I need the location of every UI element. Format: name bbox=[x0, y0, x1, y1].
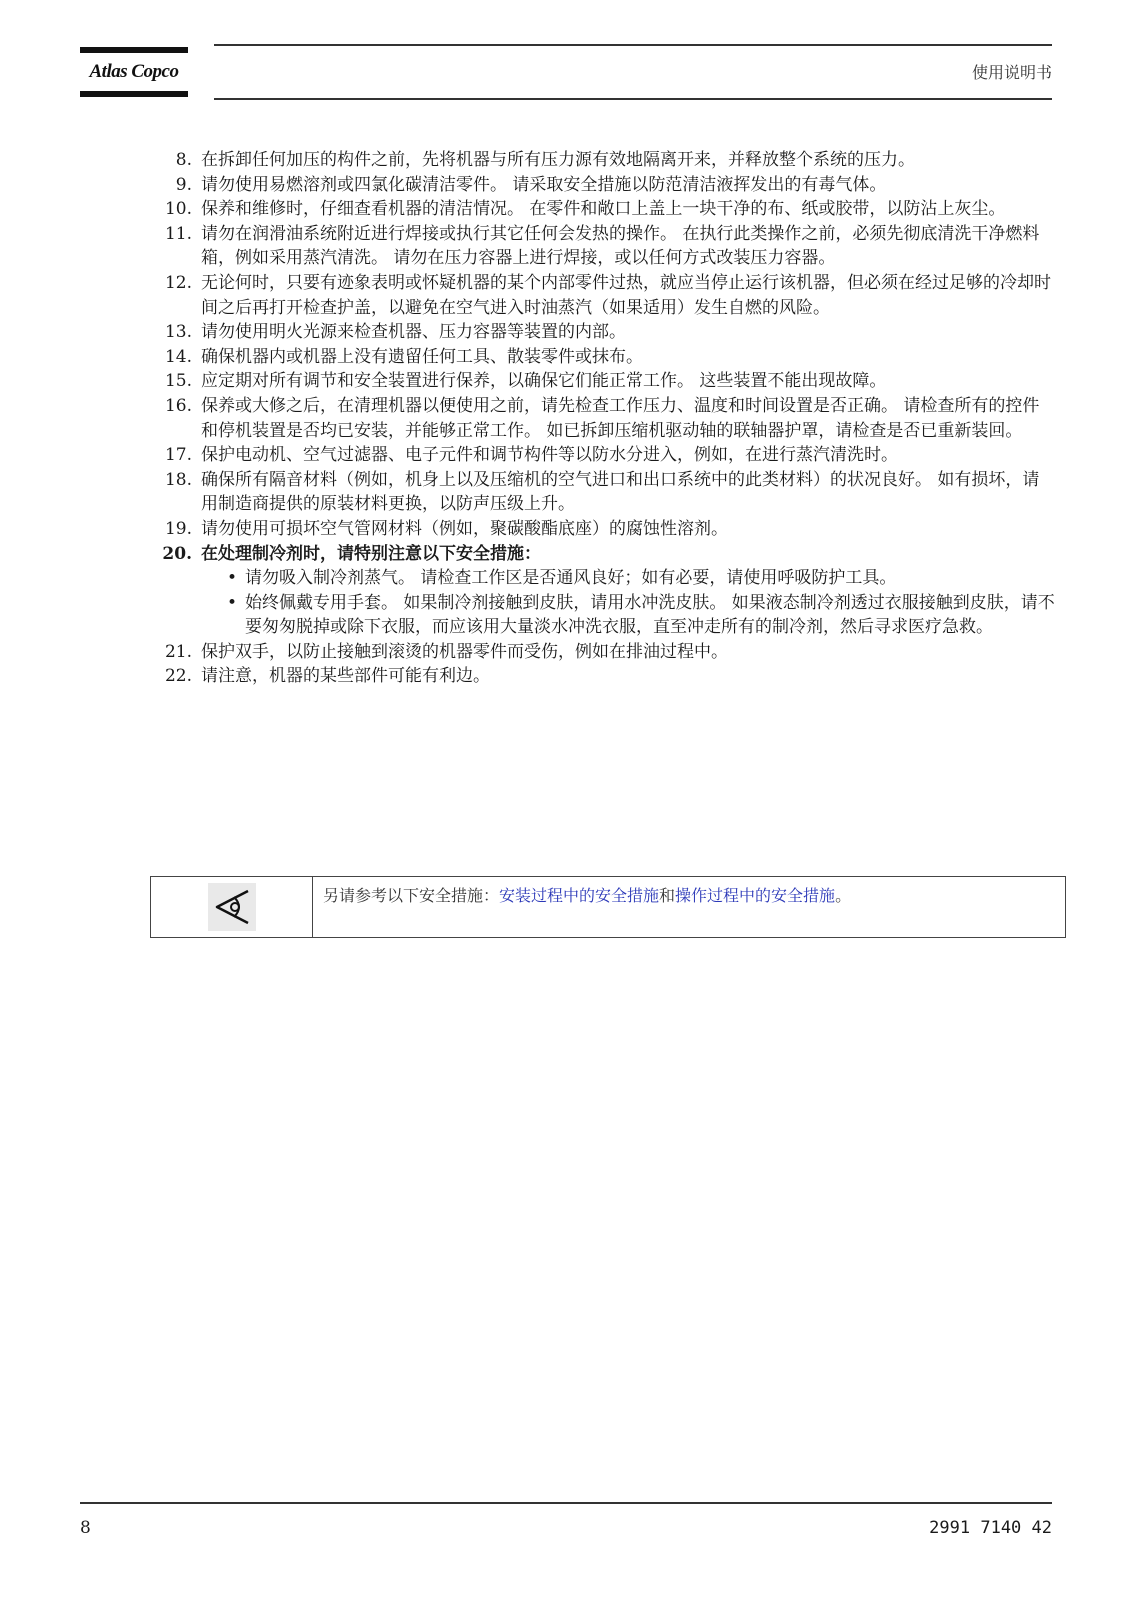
note-conjunction: 和 bbox=[659, 886, 676, 905]
item-number: 11. bbox=[164, 223, 192, 244]
refrigerant-bullets bbox=[227, 566, 1055, 640]
header-rule-bottom bbox=[214, 98, 1052, 100]
logo-text: Atlas Copco bbox=[89, 61, 179, 82]
eye-warning-icon bbox=[208, 883, 256, 931]
item-number: 8. bbox=[175, 150, 192, 170]
item-number: 15. bbox=[164, 371, 192, 392]
atlas-copco-logo bbox=[80, 47, 188, 101]
logo-bar-top bbox=[80, 47, 188, 53]
item-number: 10. bbox=[164, 199, 192, 220]
item-number: 9. bbox=[175, 174, 192, 195]
list-item bbox=[150, 369, 1055, 394]
item-number: 12. bbox=[164, 272, 192, 293]
item-number: 17. bbox=[164, 445, 192, 466]
bullet-dot: • bbox=[227, 568, 238, 589]
item-number: 19. bbox=[164, 518, 192, 539]
list-item bbox=[150, 345, 1055, 370]
bullet-item bbox=[227, 566, 1055, 591]
list-item bbox=[150, 320, 1055, 345]
bullet-item bbox=[227, 591, 1055, 640]
item-number: 13. bbox=[164, 322, 192, 343]
safety-list bbox=[150, 148, 1055, 689]
item-number: 21. bbox=[164, 641, 192, 662]
item-text: 请勿使用可损坏空气管网材料（例如，聚碳酸酯底座）的腐蚀性溶剂。 bbox=[201, 518, 728, 539]
document-number: 2991 7140 42 bbox=[929, 1518, 1052, 1538]
list-item bbox=[150, 271, 1055, 320]
logo-bar-bottom bbox=[80, 91, 188, 97]
note-suffix: 。 bbox=[835, 886, 852, 905]
list-item bbox=[150, 394, 1055, 443]
item-text: 保养和维修时，仔细查看机器的清洁情况。 在零件和敞口上盖上一块干净的布、纸或胶带，以防沾上灰尘。 bbox=[201, 199, 1006, 220]
reference-note bbox=[150, 876, 1066, 938]
operation-safety-link[interactable]: 操作过程中的安全措施 bbox=[675, 886, 836, 905]
footer-rule bbox=[80, 1502, 1052, 1504]
list-item bbox=[150, 640, 1055, 665]
item-number: 14. bbox=[164, 346, 192, 367]
item-text: 请勿在润滑油系统附近进行焊接或执行其它任何会发热的操作。 在执行此类操作之前，必须先彻底清洗干净燃料箱，例如采用蒸汽清洗。 请勿在压力容器上进行焊接，或以任何方式改装压力容器。 bbox=[201, 223, 1040, 269]
note-icon-cell bbox=[151, 877, 313, 937]
list-item bbox=[150, 197, 1055, 222]
item-text: 应定期对所有调节和安全装置进行保养，以确保它们能正常工作。 这些装置不能出现故障。 bbox=[201, 371, 887, 392]
list-item bbox=[150, 148, 1055, 173]
list-item bbox=[150, 664, 1055, 689]
list-item bbox=[150, 443, 1055, 468]
item-text: 保养或大修之后，在清理机器以便使用之前，请先检查工作压力、温度和时间设置是否正确。 请检查所有的控件和停机装置是否均已安装，并能够正常工作。 如已拆卸压缩机驱动轴的联轴器护罩，请检查是否已重新装回。 bbox=[201, 395, 1040, 441]
note-prefix: 另请参考以下安全措施： bbox=[323, 886, 500, 905]
bullet-text: 请勿吸入制冷剂蒸气。 请检查工作区是否通风良好；如有必要，请使用呼吸防护工具。 bbox=[245, 568, 897, 589]
list-item bbox=[150, 517, 1055, 542]
list-item bbox=[150, 173, 1055, 198]
list-item bbox=[150, 222, 1055, 271]
item-text: 在处理制冷剂时，请特别注意以下安全措施： bbox=[201, 543, 541, 564]
bullet-text: 始终佩戴专用手套。 如果制冷剂接触到皮肤，请用水冲洗皮肤。 如果液态制冷剂透过衣服接触到皮肤，请不要匆匆脱掉或除下衣服，而应该用大量淡水冲洗衣服，直至冲走所有的制冷剂，然后寻求医疗急救。 bbox=[245, 592, 1055, 638]
item-text: 请注意，机器的某些部件可能有利边。 bbox=[201, 666, 490, 687]
list-item-refrigerant-heading bbox=[150, 542, 1055, 567]
note-text bbox=[313, 877, 861, 937]
list-item bbox=[150, 468, 1055, 517]
item-number: 16. bbox=[164, 395, 192, 416]
installation-safety-link[interactable]: 安装过程中的安全措施 bbox=[499, 886, 660, 905]
item-text: 确保机器内或机器上没有遗留任何工具、散装零件或抹布。 bbox=[201, 346, 643, 367]
item-text: 在拆卸任何加压的构件之前，先将机器与所有压力源有效地隔离开来，并释放整个系统的压力。 bbox=[201, 150, 915, 170]
item-number: 20. bbox=[162, 543, 192, 564]
item-text: 无论何时，只要有迹象表明或怀疑机器的某个内部零件过热，就应当停止运行该机器，但必须在经过足够的冷却时间之后再打开检查护盖，以避免在空气进入时油蒸汽（如果适用）发生自燃的风险。 bbox=[201, 272, 1051, 318]
item-number: 22. bbox=[164, 666, 192, 687]
document-title: 使用说明书 bbox=[971, 63, 1052, 82]
item-text: 保护双手，以防止接触到滚烫的机器零件而受伤，例如在排油过程中。 bbox=[201, 641, 728, 662]
header-rule-top bbox=[214, 44, 1052, 46]
item-text: 请勿使用易燃溶剂或四氯化碳清洁零件。 请采取安全措施以防范清洁液挥发出的有毒气体。 bbox=[201, 174, 887, 195]
bullet-dot: • bbox=[227, 592, 238, 613]
item-number: 18. bbox=[164, 469, 192, 490]
item-text: 保护电动机、空气过滤器、电子元件和调节构件等以防水分进入，例如，在进行蒸汽清洗时。 bbox=[201, 445, 898, 466]
page-number: 8 bbox=[80, 1518, 91, 1538]
item-text: 确保所有隔音材料（例如，机身上以及压缩机的空气进口和出口系统中的此类材料）的状况良好。 如有损坏，请用制造商提供的原装材料更换，以防声压级上升。 bbox=[201, 469, 1040, 515]
item-text: 请勿使用明火光源来检查机器、压力容器等装置的内部。 bbox=[201, 322, 626, 343]
